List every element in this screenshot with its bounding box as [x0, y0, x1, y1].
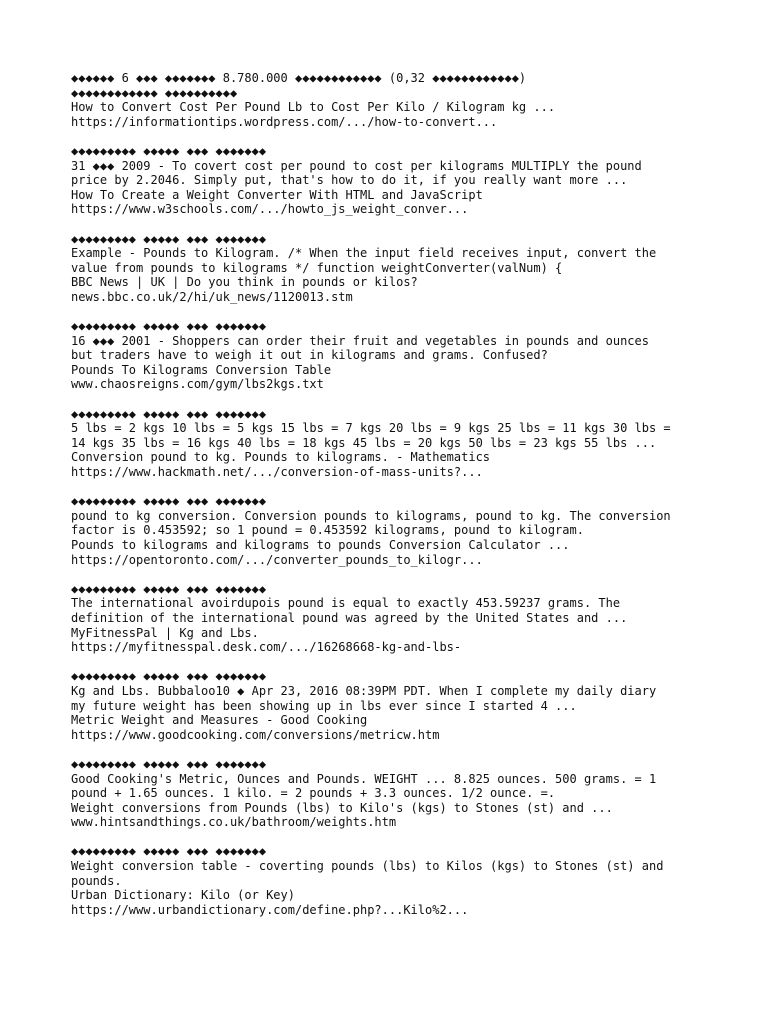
result-title-link[interactable]: How to Convert Cost Per Pound Lb to Cost Per Kilo / Kilogram kg ...: [71, 100, 556, 115]
result-snippet: 16 ◆◆◆ 2001 - Shoppers can order their fruit and vegetables in pounds and ounces: [71, 333, 649, 348]
result-item: [71, 669, 711, 742]
result-meta: ◆◆◆◆◆◆◆◆◆ ◆◆◆◆◆ ◆◆◆ ◆◆◆◆◆◆◆: [71, 756, 267, 771]
results-count-line: ◆◆◆◆◆◆ 6 ◆◆◆ ◆◆◆◆◆◆◆ 8.780.000 ◆◆◆◆◆◆◆◆◆◆◆◆ (0,32 ◆◆◆◆◆◆◆◆◆◆◆◆): [71, 71, 527, 85]
result-snippet: Weight conversion table - coverting pounds (lbs) to Kilos (kgs) to Stones (st) and: [71, 859, 664, 874]
result-meta: ◆◆◆◆◆◆◆◆◆ ◆◆◆◆◆ ◆◆◆ ◆◆◆◆◆◆◆: [71, 143, 267, 158]
result-url[interactable]: https://www.hackmath.net/.../conversion-of-mass-units?...: [71, 465, 483, 480]
results-label-line: ◆◆◆◆◆◆◆◆◆◆◆◆ ◆◆◆◆◆◆◆◆◆◆: [71, 85, 238, 100]
result-title-link[interactable]: Urban Dictionary: Kilo (or Key): [71, 888, 295, 903]
result-snippet: Kg and Lbs. Bubbaloo10 ◆ Apr 23, 2016 08:39PM PDT. When I complete my daily diary: [71, 683, 657, 698]
result-snippet: my future weight has been showing up in lbs ever since I started 4 ...: [71, 698, 577, 713]
result-title-link[interactable]: Conversion pound to kg. Pounds to kilograms. - Mathematics: [71, 450, 491, 465]
result-snippet: pound + 1.65 ounces. 1 kilo. = 2 pounds + 3.3 ounces. 1/2 ounce. =.: [71, 786, 556, 801]
result-url[interactable]: https://www.w3schools.com/.../howto_js_weight_conver...: [71, 202, 469, 217]
result-snippet: but traders have to weigh it out in kilograms and grams. Confused?: [71, 348, 548, 363]
result-url[interactable]: https://www.urbandictionary.com/define.php?...Kilo%2...: [71, 902, 469, 917]
result-meta: ◆◆◆◆◆◆◆◆◆ ◆◆◆◆◆ ◆◆◆ ◆◆◆◆◆◆◆: [71, 231, 267, 246]
result-snippet: 14 kgs 35 lbs = 16 kgs 40 lbs = 18 kgs 45 lbs = 20 kgs 50 lbs = 23 kgs 55 lbs ...: [71, 435, 657, 450]
result-title-link[interactable]: BBC News | UK | Do you think in pounds or kilos?: [71, 275, 418, 290]
result-item: [71, 232, 711, 305]
result-url[interactable]: www.chaosreigns.com/gym/lbs2kgs.txt: [71, 377, 324, 392]
result-url[interactable]: https://www.goodcooking.com/conversions/metricw.htm: [71, 727, 440, 742]
result-title-link[interactable]: MyFitnessPal | Kg and Lbs.: [71, 625, 259, 640]
result-meta: ◆◆◆◆◆◆◆◆◆ ◆◆◆◆◆ ◆◆◆ ◆◆◆◆◆◆◆: [71, 494, 267, 509]
result-title-link[interactable]: How To Create a Weight Converter With HTML and JavaScript: [71, 187, 483, 202]
results-header: [71, 71, 711, 100]
result-snippet: pounds.: [71, 873, 122, 888]
result-title-link[interactable]: Pounds To Kilograms Conversion Table: [71, 362, 332, 377]
result-url[interactable]: https://myfitnesspal.desk.com/.../16268668-kg-and-lbs-: [71, 640, 462, 655]
result-item: [71, 100, 711, 129]
result-item: [71, 494, 711, 567]
result-item: [71, 407, 711, 480]
result-url[interactable]: news.bbc.co.uk/2/hi/uk_news/1120013.stm: [71, 289, 353, 304]
result-meta: ◆◆◆◆◆◆◆◆◆ ◆◆◆◆◆ ◆◆◆ ◆◆◆◆◆◆◆: [71, 669, 267, 684]
result-url[interactable]: www.hintsandthings.co.uk/bathroom/weights.htm: [71, 815, 397, 830]
result-snippet: pound to kg conversion. Conversion pounds to kilograms, pound to kg. The conversion: [71, 508, 671, 523]
result-snippet: 5 lbs = 2 kgs 10 lbs = 5 kgs 15 lbs = 7 kgs 20 lbs = 9 kgs 25 lbs = 11 kgs 30 lbs =: [71, 421, 671, 436]
result-title-link[interactable]: Weight conversions from Pounds (lbs) to Kilo's (kgs) to Stones (st) and ...: [71, 800, 613, 815]
search-results-page: [71, 71, 711, 917]
result-item: [71, 844, 711, 917]
result-snippet: Good Cooking's Metric, Ounces and Pounds. WEIGHT ... 8.825 ounces. 500 grams. = 1: [71, 771, 657, 786]
result-item: [71, 144, 711, 217]
result-title-link[interactable]: Pounds to kilograms and kilograms to pounds Conversion Calculator ...: [71, 538, 570, 552]
result-snippet: factor is 0.453592; so 1 pound = 0.453592 kilograms, pound to kilogram.: [71, 523, 584, 538]
result-item: [71, 582, 711, 655]
result-meta: ◆◆◆◆◆◆◆◆◆ ◆◆◆◆◆ ◆◆◆ ◆◆◆◆◆◆◆: [71, 581, 267, 596]
result-snippet: 31 ◆◆◆ 2009 - To covert cost per pound to cost per kilograms MULTIPLY the pound: [71, 158, 642, 173]
result-meta: ◆◆◆◆◆◆◆◆◆ ◆◆◆◆◆ ◆◆◆ ◆◆◆◆◆◆◆: [71, 844, 267, 859]
result-meta: ◆◆◆◆◆◆◆◆◆ ◆◆◆◆◆ ◆◆◆ ◆◆◆◆◆◆◆: [71, 406, 267, 421]
result-item: [71, 319, 711, 392]
result-snippet: definition of the international pound was agreed by the United States and ...: [71, 610, 628, 625]
result-meta: ◆◆◆◆◆◆◆◆◆ ◆◆◆◆◆ ◆◆◆ ◆◆◆◆◆◆◆: [71, 319, 267, 334]
result-snippet: The international avoirdupois pound is equal to exactly 453.59237 grams. The: [71, 596, 621, 611]
result-url[interactable]: https://informationtips.wordpress.com/.../how-to-convert...: [71, 114, 498, 129]
result-title-link[interactable]: Metric Weight and Measures - Good Cooking: [71, 713, 368, 728]
result-snippet: value from pounds to kilograms */ function weightConverter(valNum) {: [71, 260, 563, 275]
result-snippet: price by 2.2046. Simply put, that's how to do it, if you really want more ...: [71, 173, 628, 188]
result-item: [71, 757, 711, 830]
result-url[interactable]: https://opentoronto.com/.../converter_pounds_to_kilogr...: [71, 552, 483, 567]
result-snippet: Example - Pounds to Kilogram. /* When the input field receives input, convert the: [71, 246, 657, 261]
